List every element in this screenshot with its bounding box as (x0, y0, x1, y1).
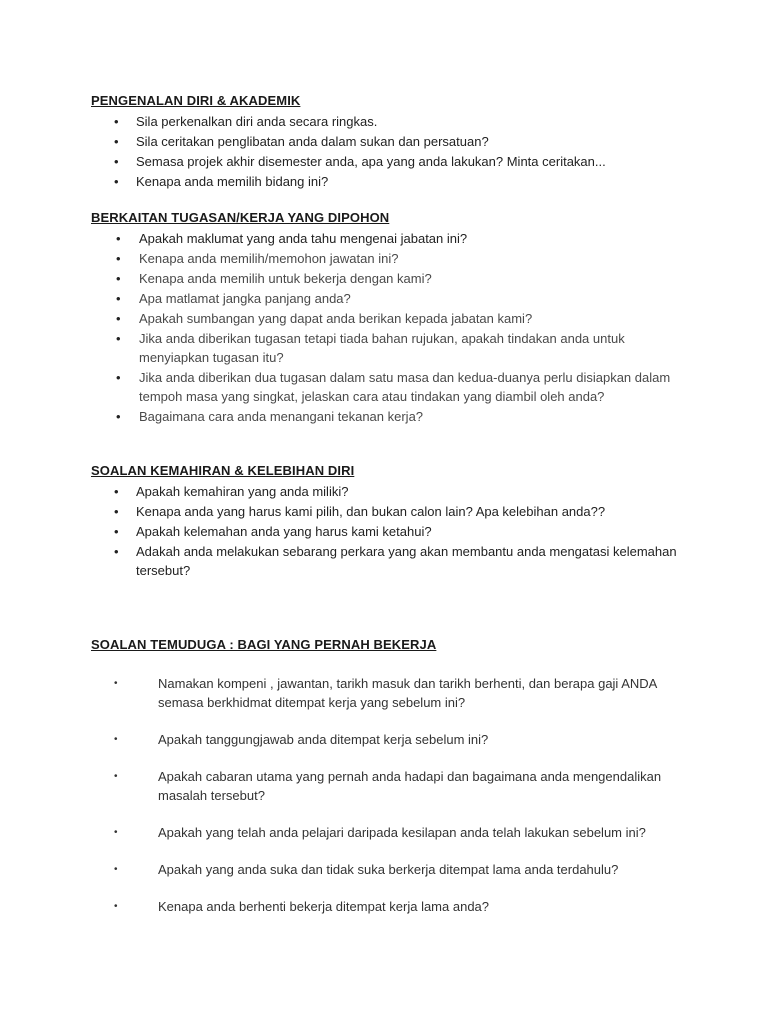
question-text: Semasa projek akhir disemester anda, apa yang anda lakukan? Minta ceritakan... (136, 154, 606, 169)
bullet-icon: • (114, 901, 118, 912)
question-list (91, 229, 691, 426)
list-item (91, 674, 691, 712)
bullet-icon: • (114, 174, 119, 189)
question-text: Sila ceritakan penglibatan anda dalam sukan dan persatuan? (136, 134, 489, 149)
list-item (91, 730, 691, 749)
question-text: Jika anda diberikan dua tugasan dalam satu masa dan kedua-duanya perlu disiapkan dalam tempoh masa yang singkat, jelaskan cara atau tindakan yang diambil oleh anda? (139, 370, 671, 404)
question-text: Apa matlamat jangka panjang anda? (139, 291, 351, 306)
question-text: Apakah kelemahan anda yang harus kami ketahui? (136, 524, 432, 539)
bullet-icon: • (116, 251, 121, 266)
bullet-icon: • (114, 544, 119, 559)
question-text: Apakah tanggungjawab anda ditempat kerja sebelum ini? (158, 732, 489, 747)
section-kemahiran-kelebihan (91, 462, 691, 581)
section-tugasan-kerja (91, 209, 691, 427)
bullet-icon: • (114, 524, 119, 539)
list-item (91, 132, 691, 151)
bullet-icon: • (116, 331, 121, 346)
bullet-icon: • (116, 311, 121, 326)
question-text: Kenapa anda berhenti bekerja ditempat kerja lama anda? (158, 899, 490, 914)
bullet-icon: • (114, 114, 119, 129)
list-item (91, 152, 691, 171)
list-item (91, 502, 691, 521)
bullet-icon: • (114, 504, 119, 519)
bullet-icon: • (116, 291, 121, 306)
bullet-icon: • (114, 134, 119, 149)
question-text: Namakan kompeni , jawantan, tarikh masuk dan tarikh berhenti, dan berapa gaji ANDA semasa berkhidmat ditempat kerja yang sebelum ini? (158, 676, 657, 710)
list-item (91, 269, 691, 288)
bullet-icon: • (114, 678, 118, 689)
list-item (91, 229, 691, 248)
section-heading: PENGENALAN DIRI & AKADEMIK (91, 93, 301, 108)
list-item (91, 522, 691, 541)
question-text: Bagaimana cara anda menangani tekanan kerja? (139, 409, 424, 424)
question-text: Kenapa anda memilih/memohon jawatan ini? (139, 251, 399, 266)
question-text: Sila perkenalkan diri anda secara ringkas. (136, 114, 378, 129)
list-item (91, 249, 691, 268)
question-list (91, 674, 691, 916)
list-item (91, 823, 691, 842)
list-item (91, 172, 691, 191)
list-item (91, 329, 691, 367)
section-pernah-bekerja (91, 636, 691, 934)
list-item (91, 112, 691, 131)
section-pengenalan-diri (91, 92, 691, 192)
question-text: Apakah sumbangan yang dapat anda berikan kepada jabatan kami? (139, 311, 533, 326)
question-text: Apakah kemahiran yang anda miliki? (136, 484, 349, 499)
question-text: Apakah cabaran utama yang pernah anda hadapi dan bagaimana anda mengendalikan masalah tersebut? (158, 769, 662, 803)
bullet-icon: • (114, 154, 119, 169)
question-text: Kenapa anda yang harus kami pilih, dan bukan calon lain? Apa kelebihan anda?? (136, 504, 606, 519)
question-text: Apakah yang anda suka dan tidak suka berkerja ditempat lama anda terdahulu? (158, 862, 619, 877)
bullet-icon: • (114, 771, 118, 782)
list-item (91, 309, 691, 328)
bullet-icon: • (114, 864, 118, 875)
question-text: Adakah anda melakukan sebarang perkara yang akan membantu anda mengatasi kelemahan tersebut? (136, 544, 677, 578)
question-text: Kenapa anda memilih bidang ini? (136, 174, 329, 189)
question-list (91, 112, 691, 191)
bullet-icon: • (114, 734, 118, 745)
list-item (91, 767, 691, 805)
list-item (91, 542, 691, 580)
question-text: Apakah maklumat yang anda tahu mengenai jabatan ini? (139, 231, 468, 246)
list-item (91, 289, 691, 308)
bullet-icon: • (116, 409, 121, 424)
bullet-icon: • (116, 271, 121, 286)
question-text: Apakah yang telah anda pelajari daripada kesilapan anda telah lakukan sebelum ini? (158, 825, 646, 840)
list-item (91, 860, 691, 879)
list-item (91, 482, 691, 501)
section-heading: SOALAN KEMAHIRAN & KELEBIHAN DIRI (91, 463, 355, 478)
list-item (91, 368, 691, 406)
section-heading: BERKAITAN TUGASAN/KERJA YANG DIPOHON (91, 210, 390, 225)
question-list (91, 482, 691, 580)
question-text: Kenapa anda memilih untuk bekerja dengan kami? (139, 271, 432, 286)
question-text: Jika anda diberikan tugasan tetapi tiada bahan rujukan, apakah tindakan anda untuk menyiapkan tugasan itu? (139, 331, 625, 365)
list-item (91, 897, 691, 916)
bullet-icon: • (116, 231, 121, 246)
list-item (91, 407, 691, 426)
section-heading: SOALAN TEMUDUGA : BAGI YANG PERNAH BEKERJA (91, 637, 437, 652)
bullet-icon: • (114, 827, 118, 838)
bullet-icon: • (116, 370, 121, 385)
bullet-icon: • (114, 484, 119, 499)
